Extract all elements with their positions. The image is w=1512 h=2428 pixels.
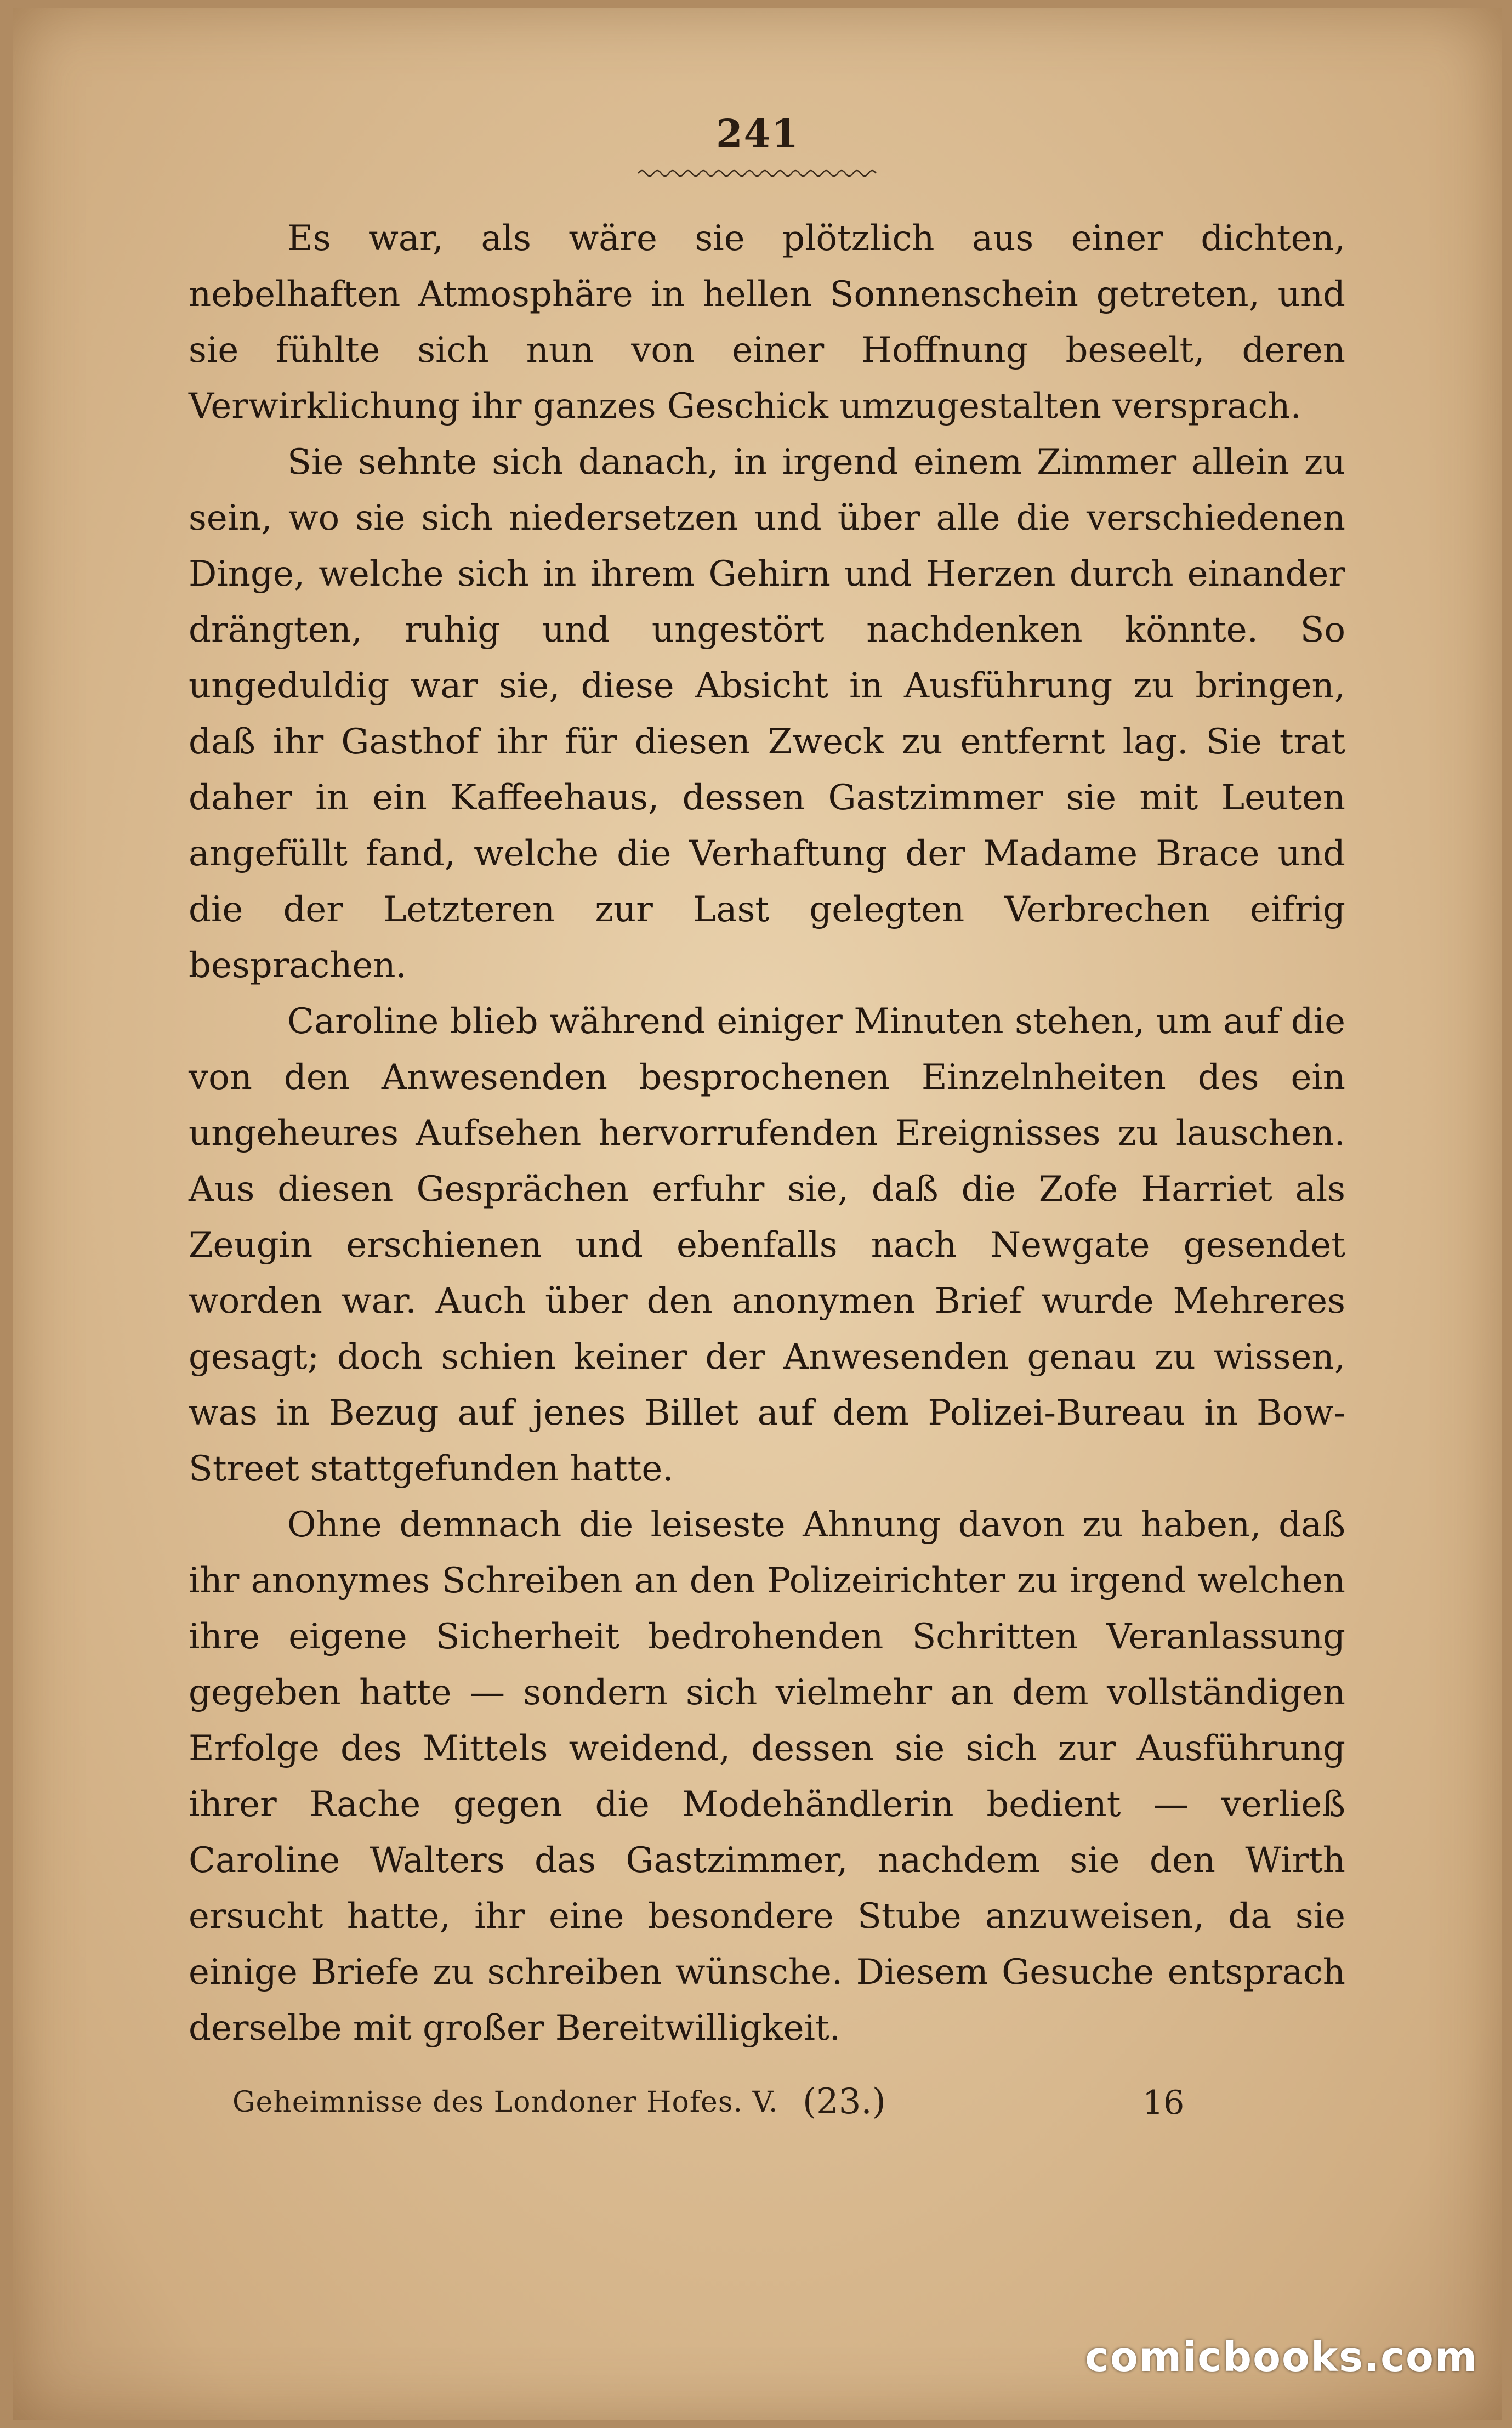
- paragraph: Sie sehnte sich danach, in irgend einem Zimmer allein zu sein, wo sie sich niedersetzen und über alle die verschiedenen Dinge, welche sich in ihrem Gehirn und Herzen durch einander drängten, ruhig und ungestört nachdenken könnte. So ungeduldig war sie, diese Absicht in Ausführung zu bringen, daß ihr Gasthof ihr für diesen Zweck zu entfernt lag. Sie trat daher in ein Kaffeehaus, dessen Gastzimmer sie mit Leuten angefüllt fand, welche die Verhaftung der Madame Brace und die der Letzteren zur Last gelegten Verbrechen eifrig besprachen.: [189, 442, 1345, 986]
- paragraph: Ohne demnach die leiseste Ahnung davon zu haben, daß ihr anonymes Schreiben an den Polizeirichter zu irgend welchen ihre eigene Sicherheit bedrohenden Schritten Veranlassung gegeben hatte — sondern sich vielmehr an dem vollständigen Erfolge des Mittels weidend, dessen sie sich zur Ausführung ihrer Rache gegen die Modehändlerin bedient — verließ Caroline Walters das Gastzimmer, nachdem sie den Wirth ersucht hatte, ihr eine besondere Stube anzuweisen, da sie einige Briefe zu schreiben wünsche. Diesem Gesuche entsprach derselbe mit großer Bereitwilligkeit.: [189, 1505, 1345, 2049]
- paragraph: Es war, als wäre sie plötzlich aus einer dichten, nebelhaften Atmosphäre in hellen Sonnenschein getreten, und sie fühlte sich nun von einer Hoffnung beseelt, deren Verwirklichung ihr ganzes Geschick umzugestalten versprach.: [189, 218, 1345, 427]
- watermark: comicbooks.com: [1085, 2334, 1478, 2381]
- body-text: [189, 211, 1345, 2056]
- paragraph: Caroline blieb während einiger Minuten stehen, um auf die von den Anwesenden besprochenen Einzelnheiten des ein ungeheures Aufsehen hervorrufenden Ereignisses zu lauschen. Aus diesen Gesprächen erfuhr sie, daß die Zofe Harriet als Zeugin erschienen und ebenfalls nach Newgate gesendet worden war. Auch über den anonymen Brief wurde Mehreres gesagt; doch schien keiner der Anwesenden genau zu wissen, was in Bezug auf jenes Billet auf dem Polizei-Bureau in Bow-Street stattgefunden hatte.: [189, 1001, 1345, 1489]
- footer-sheet-number: 16: [1142, 2084, 1185, 2122]
- running-head: [13, 111, 1502, 156]
- footer-signature: (23.): [803, 2081, 886, 2122]
- footer-book-title: Geheimnisse des Londoner Hofes. V.: [232, 2086, 778, 2119]
- book-page: [13, 8, 1502, 2420]
- decorative-rule: [638, 167, 879, 180]
- page-footer: [232, 2081, 1241, 2125]
- page-number: 241: [715, 111, 800, 156]
